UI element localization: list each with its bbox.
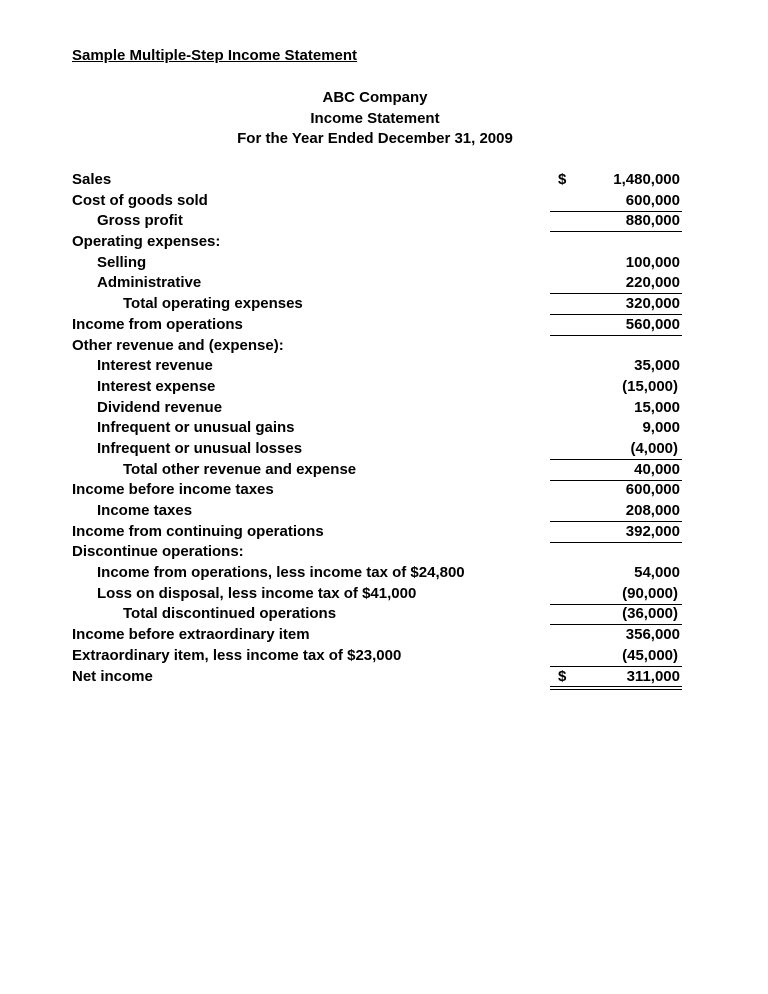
row-amount: 600,000 <box>625 191 680 209</box>
row-amount: 392,000 <box>625 522 680 540</box>
row-label: Extraordinary item, less income tax of $23,000 <box>72 646 402 664</box>
statement-name: Income Statement <box>310 110 440 127</box>
row-label: Interest expense <box>97 377 216 395</box>
row-gross-profit <box>72 211 682 232</box>
document-title: Sample Multiple-Step Income Statement <box>72 47 358 64</box>
statement-period: For the Year Ended December 31, 2009 <box>237 130 513 147</box>
row-cost-of-goods-sold <box>72 191 682 212</box>
row-amount: 100,000 <box>625 253 680 271</box>
row-amount: 35,000 <box>634 357 680 375</box>
row-label: Income from operations <box>72 315 243 333</box>
row-amount: (4,000) <box>630 439 678 457</box>
row-label: Administrative <box>97 274 202 292</box>
row-interest-expense <box>72 377 682 398</box>
row-unusual-losses <box>72 439 682 460</box>
row-selling <box>72 253 682 274</box>
row-label: Cost of goods sold <box>72 191 208 209</box>
row-amount: 54,000 <box>634 564 680 582</box>
row-amount: 9,000 <box>642 419 680 437</box>
row-label: Income before extraordinary item <box>72 626 310 644</box>
row-discontinued-income <box>72 563 682 584</box>
row-amount: (90,000) <box>622 584 678 602</box>
row-label: Other revenue and (expense): <box>72 336 284 354</box>
row-label: Total operating expenses <box>123 295 303 313</box>
row-label: Sales <box>72 171 112 188</box>
row-label: Discontinue operations: <box>72 543 244 561</box>
row-total-discontinued <box>72 604 682 625</box>
row-administrative <box>72 273 682 294</box>
row-amount: 1,480,000 <box>613 171 680 188</box>
row-amount: 208,000 <box>625 502 680 519</box>
row-amount: 15,000 <box>634 398 680 416</box>
row-label: Total other revenue and expense <box>123 460 357 478</box>
row-label: Selling <box>97 253 147 271</box>
row-label: Interest revenue <box>97 357 213 375</box>
row-total-operating-expenses <box>72 294 682 315</box>
row-amount: (36,000) <box>622 605 678 623</box>
row-amount: 356,000 <box>625 626 680 644</box>
row-label: Dividend revenue <box>97 398 223 416</box>
row-label: Income from operations, less income tax of $24,800 <box>97 564 465 582</box>
row-label: Infrequent or unusual gains <box>97 419 295 437</box>
row-label: Gross profit <box>97 212 183 230</box>
currency-symbol: $ <box>558 667 567 685</box>
currency-symbol: $ <box>558 171 567 188</box>
row-section-header <box>72 542 682 563</box>
row-income-continuing-operations <box>72 522 682 543</box>
row-label: Income taxes <box>97 502 193 519</box>
row-unusual-gains <box>72 418 682 439</box>
double-underline-bottom <box>550 689 682 690</box>
company-name: ABC Company <box>322 89 428 106</box>
row-total-other-revenue <box>72 460 682 481</box>
row-sales <box>72 170 682 191</box>
row-amount: (15,000) <box>622 377 678 395</box>
row-amount: 311,000 <box>626 667 680 685</box>
row-label: Total discontinued operations <box>123 605 337 623</box>
row-income-before-taxes <box>72 480 682 501</box>
row-label: Operating expenses: <box>72 233 221 251</box>
row-amount: 220,000 <box>625 274 680 292</box>
row-income-from-operations <box>72 315 682 336</box>
row-dividend-revenue <box>72 398 682 419</box>
row-income-before-extraordinary <box>72 625 682 646</box>
row-amount: 600,000 <box>625 481 680 499</box>
row-section-header <box>72 336 682 357</box>
income-statement-table <box>72 170 682 687</box>
row-loss-on-disposal <box>72 584 682 605</box>
row-label: Infrequent or unusual losses <box>97 439 303 457</box>
row-net-income <box>72 667 682 688</box>
row-income-taxes <box>72 501 682 522</box>
row-amount: 320,000 <box>625 295 680 313</box>
double-underline-top <box>550 686 682 687</box>
row-section-header <box>72 232 682 253</box>
row-label: Income from continuing operations <box>72 522 324 540</box>
row-amount: 880,000 <box>625 212 680 230</box>
row-label: Loss on disposal, less income tax of $41,000 <box>97 584 417 602</box>
row-extraordinary-item <box>72 646 682 667</box>
row-amount: (45,000) <box>622 646 678 664</box>
row-label: Net income <box>72 667 153 685</box>
row-interest-revenue <box>72 356 682 377</box>
row-amount: 40,000 <box>634 460 680 478</box>
row-amount: 560,000 <box>625 315 680 333</box>
row-label: Income before income taxes <box>72 481 274 499</box>
